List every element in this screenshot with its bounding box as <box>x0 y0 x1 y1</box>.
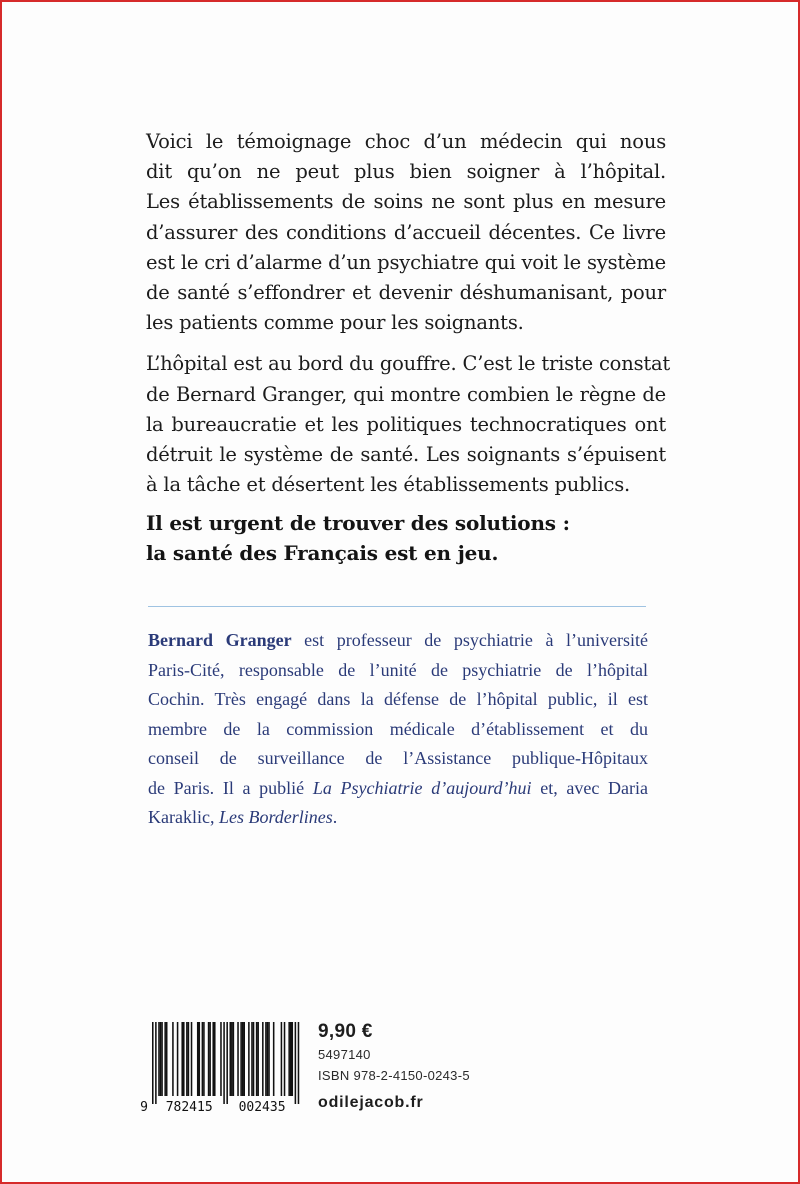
barcode-bar <box>161 1022 163 1096</box>
barcode-bar <box>160 1022 162 1096</box>
text-line: d’assurer des conditions d’accueil décentes. Ce livre <box>146 220 666 244</box>
barcode-bar <box>268 1022 270 1096</box>
barcode-bar <box>166 1022 168 1096</box>
barcode-bar <box>212 1022 214 1096</box>
text-line: de santé s’effondrer et devenir déshumanisant, pour <box>146 281 666 305</box>
emphasis-statement <box>146 508 666 568</box>
barcode-bar <box>242 1022 244 1096</box>
barcode-bar <box>202 1022 204 1096</box>
barcode-digits-left: 782415 <box>165 1100 213 1115</box>
barcode-bar <box>181 1022 183 1096</box>
barcode-bar <box>256 1022 258 1096</box>
barcode-bar <box>237 1022 239 1096</box>
text-line: est le cri d’alarme d’un psychiatre qui voit le système <box>146 250 666 274</box>
barcode-bar <box>186 1022 188 1096</box>
product-code: 5497140 <box>318 1047 371 1062</box>
price: 9,90 € <box>318 1021 373 1042</box>
summary-paragraph-2 <box>146 349 671 500</box>
bio-line: Cochin. Très engagé dans la défense de l’hôpital public, il est <box>148 689 648 709</box>
bio-text: Karaklic, <box>148 807 219 827</box>
barcode-bar <box>191 1022 193 1096</box>
text-line: détruit le système de santé. Les soignants s’épuisent <box>146 443 666 467</box>
barcode-bar <box>209 1022 211 1096</box>
barcode-bar <box>226 1022 228 1104</box>
barcode-bar <box>248 1022 250 1096</box>
barcode-bar <box>214 1022 216 1096</box>
barcode-bar <box>292 1022 294 1096</box>
barcode-bar <box>267 1022 269 1096</box>
summary-paragraph-1 <box>146 127 666 338</box>
text-line: de Bernard Granger, qui montre combien le règne de <box>146 382 666 406</box>
bio-text: est professeur de psychiatrie à l’université <box>291 630 649 650</box>
barcode-bar <box>203 1022 205 1096</box>
text-line: Les établissements de soins ne sont plus en mesure <box>146 190 666 214</box>
barcode-bar <box>231 1022 233 1096</box>
text-line: la bureaucratie et les politiques technocratiques ont <box>146 412 666 436</box>
barcode-bar <box>155 1022 157 1104</box>
barcode-digit-first: 9 <box>140 1100 148 1115</box>
bio-line <box>148 626 648 656</box>
text-line: les patients comme pour les soignants. <box>146 311 524 335</box>
bio-line: membre de la commission médicale d’établissement et du <box>148 718 648 739</box>
author-name: Bernard Granger <box>148 630 292 650</box>
book-title: La Psychiatrie d’aujourd’hui <box>312 777 532 798</box>
author-bio <box>148 626 648 833</box>
barcode-digits-right: 002435 <box>238 1100 286 1115</box>
barcode-bar <box>223 1022 225 1104</box>
barcode-bar <box>284 1022 286 1096</box>
barcode-bar <box>152 1022 154 1104</box>
barcode-bar <box>273 1022 275 1096</box>
barcode-bar <box>220 1022 222 1096</box>
bio-line: conseil de surveillance de l’Assistance publique-Hôpitaux <box>148 748 648 768</box>
barcode-bar <box>298 1022 300 1104</box>
barcode-bar <box>290 1022 292 1096</box>
bio-line: Paris-Cité, responsable de l’unité de psychiatrie de l’hôpital <box>148 659 648 680</box>
bio-text: . <box>332 807 338 827</box>
barcode-bar <box>288 1022 290 1096</box>
bio-text: et, avec Daria <box>531 777 648 798</box>
barcode-bar <box>233 1022 235 1096</box>
barcode-bar <box>257 1022 259 1096</box>
barcode-bar <box>295 1022 297 1104</box>
book-title: Les Borderlines <box>218 807 333 827</box>
bio-line <box>148 803 648 833</box>
barcode-bar <box>177 1022 179 1096</box>
barcode-bar <box>243 1022 245 1096</box>
barcode-bar <box>281 1022 283 1096</box>
barcode-bar <box>199 1022 201 1096</box>
barcode-bar <box>164 1022 166 1096</box>
barcode-graphic <box>138 1018 308 1118</box>
publisher-website[interactable]: odilejacob.fr <box>318 1094 424 1111</box>
barcode-bar <box>183 1022 185 1096</box>
divider <box>148 606 646 607</box>
barcode-bar <box>240 1022 242 1096</box>
barcode-bar <box>251 1022 253 1096</box>
barcode-bar <box>253 1022 255 1096</box>
isbn-number: ISBN 978-2-4150-0243-5 <box>318 1068 470 1083</box>
emphasis-line: la santé des Français est en jeu. <box>146 541 499 565</box>
barcode-bar <box>197 1022 199 1096</box>
isbn-barcode <box>138 1018 308 1118</box>
text-line: dit qu’on ne peut plus bien soigner à l’hôpital. <box>146 160 666 184</box>
barcode-bar <box>208 1022 210 1096</box>
bio-line <box>148 774 648 804</box>
barcode-bar <box>230 1022 232 1096</box>
summary-text <box>146 127 671 511</box>
barcode-bar <box>158 1022 160 1096</box>
text-line: Voici le témoignage choc d’un médecin qui nous <box>146 130 666 153</box>
price-block <box>318 1020 470 1086</box>
text-line: à la tâche et désertent les établissements publics. <box>146 473 631 497</box>
text-line: L’hôpital est au bord du gouffre. C’est le triste constat <box>146 352 671 376</box>
emphasis-line: Il est urgent de trouver des solutions : <box>146 511 570 535</box>
barcode-bar <box>265 1022 267 1096</box>
barcode-bar <box>172 1022 174 1096</box>
barcode-bar <box>262 1022 264 1096</box>
barcode-bar <box>188 1022 190 1096</box>
bio-text: de Paris. Il a publié <box>148 777 313 798</box>
